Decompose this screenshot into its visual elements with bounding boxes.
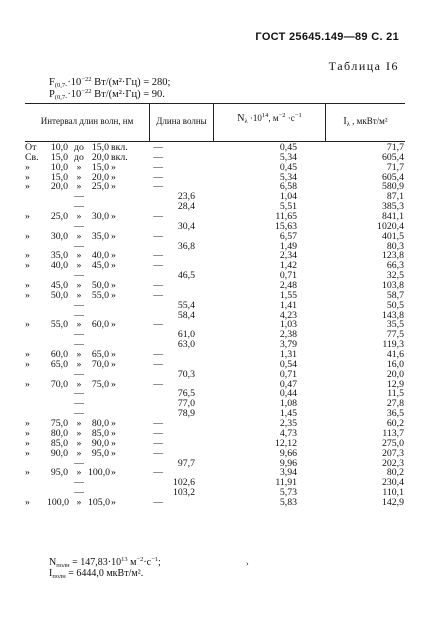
wavelength-cell: 103,2 (172, 487, 195, 499)
to-cell: 20,0 (91, 151, 109, 163)
from-cell: 70,0 (50, 378, 68, 390)
photon-flux-cell: 0,71 (279, 368, 297, 380)
prefix-cell: » (25, 319, 30, 331)
prefix-cell: » (25, 378, 30, 390)
wavelength-cell: 97,7 (177, 457, 195, 469)
from-cell: 15,0 (50, 171, 68, 183)
to-cell: 80,0 (91, 418, 109, 430)
dash-cell: — (74, 299, 84, 311)
intensity-cell: 87,1 (386, 191, 404, 203)
suffix-cell: » (111, 280, 116, 292)
conj-cell: » (76, 230, 82, 242)
prefix-cell: Св. (25, 151, 39, 163)
photon-flux-cell: 1,49 (279, 240, 297, 252)
flux-line-2: $P_{(0,7-}\cdot 10^{-22}$ Вт/(м²·Гц) = 90. (49, 88, 165, 101)
to-cell: 25,0 (91, 181, 109, 193)
table-row (0, 330, 422, 340)
photon-flux-cell: 1,55 (279, 289, 297, 301)
conj-cell: » (76, 358, 82, 370)
column-header-intensity: $I_\lambda$ , мкВт/м² (343, 116, 388, 128)
intensity-cell: 71,7 (386, 161, 404, 173)
intensity-cell: 32,5 (386, 270, 404, 282)
conj-cell: » (76, 349, 82, 361)
photon-flux-cell: 1,42 (279, 260, 297, 272)
intensity-cell: 1020,4 (377, 220, 404, 232)
wavelength-cell: — (153, 161, 163, 173)
suffix-cell: » (111, 161, 116, 173)
photon-flux-cell: 9,66 (279, 447, 297, 459)
to-cell: 50,0 (91, 280, 109, 292)
dash-cell: — (74, 408, 84, 420)
conj-cell: » (76, 427, 82, 439)
photon-flux-cell: 1,04 (279, 191, 297, 203)
wavelength-cell: — (153, 447, 163, 459)
intensity-cell: 12,9 (386, 378, 404, 390)
wavelength-cell: — (153, 467, 163, 479)
dash-cell: — (74, 191, 84, 203)
wavelength-cell: 76,5 (177, 388, 195, 400)
wavelength-cell: — (153, 496, 163, 508)
to-cell: 65,0 (91, 349, 109, 361)
photon-flux-cell: 0,45 (279, 142, 297, 153)
photon-flux-cell: 1,08 (279, 398, 297, 410)
dash-cell: — (74, 220, 84, 232)
prefix-cell: » (25, 289, 30, 301)
wavelength-cell: 28,4 (177, 201, 195, 213)
intensity-cell: 27,8 (386, 398, 404, 410)
table-row (0, 399, 422, 409)
prefix-cell: » (25, 447, 30, 459)
conj-cell: » (76, 260, 82, 272)
intensity-cell: 11,5 (387, 388, 404, 400)
dash-cell: — (74, 457, 84, 469)
document-header: ГОСТ 25645.149—89 С. 21 (255, 31, 399, 43)
photon-flux-cell: 9,96 (279, 457, 297, 469)
wavelength-cell: — (153, 437, 163, 449)
prefix-cell: » (25, 260, 30, 272)
wavelength-cell: 61,0 (177, 329, 195, 341)
wavelength-cell: 102,6 (172, 477, 195, 489)
intensity-cell: 207,3 (381, 447, 404, 459)
photon-flux-cell: 6,57 (279, 230, 297, 242)
intensity-cell: 123,8 (381, 250, 404, 262)
from-cell: 65,0 (50, 358, 68, 370)
from-cell: 25,0 (50, 211, 68, 223)
conj-cell: » (76, 437, 82, 449)
suffix-cell: » (111, 260, 116, 272)
to-cell: 35,0 (91, 230, 109, 242)
table-row (0, 182, 422, 192)
table-row (0, 301, 422, 311)
wavelength-cell: — (153, 250, 163, 262)
wavelength-cell: 23,6 (177, 191, 195, 203)
photon-flux-cell: 6,58 (279, 181, 297, 193)
from-cell: 45,0 (50, 280, 68, 292)
intensity-cell: 401,5 (381, 230, 404, 242)
suffix-cell: » (111, 211, 116, 223)
suffix-cell: » (111, 181, 116, 193)
intensity-cell: 202,3 (381, 457, 404, 469)
dash-cell: — (74, 398, 84, 410)
to-cell: 75,0 (91, 378, 109, 390)
photon-flux-cell: 0,71 (279, 270, 297, 282)
prefix-cell: » (25, 467, 30, 479)
photon-flux-cell: 5,34 (279, 171, 297, 183)
flux-line-1: $F_{(0,7-}\cdot 10^{-22}$ Вт/(м²·Гц) = 280; (49, 76, 171, 89)
from-cell: 100,0 (47, 496, 70, 508)
conj-cell: » (76, 181, 82, 193)
to-cell: 45,0 (91, 260, 109, 272)
conj-cell: » (76, 280, 82, 292)
column-header-wavelength: Длина волны (156, 116, 207, 126)
intensity-cell: 605,4 (381, 151, 404, 163)
dash-cell: — (74, 270, 84, 282)
table-row (0, 478, 422, 488)
table-row (0, 498, 422, 508)
photon-flux-cell: 2,35 (279, 418, 297, 430)
photon-flux-cell: 15,63 (274, 220, 297, 232)
dash-cell: — (74, 388, 84, 400)
conj-cell: » (76, 289, 82, 301)
photon-flux-cell: 0,44 (279, 388, 297, 400)
conj-cell: » (76, 161, 82, 173)
to-cell: 55,0 (91, 289, 109, 301)
from-cell: 10,0 (50, 142, 68, 153)
wavelength-cell: — (153, 181, 163, 193)
intensity-cell: 41,6 (386, 349, 404, 361)
photon-flux-cell: 5,34 (279, 151, 297, 163)
conj-cell: » (76, 496, 82, 508)
to-cell: 60,0 (91, 319, 109, 331)
prefix-cell: » (25, 230, 30, 242)
dash-cell: — (74, 477, 84, 489)
to-cell: 70,0 (91, 358, 109, 370)
suffix-cell: » (111, 230, 116, 242)
table-row (0, 468, 422, 478)
from-cell: 30,0 (50, 230, 68, 242)
table-row (0, 232, 422, 242)
from-cell: 85,0 (50, 437, 68, 449)
from-cell: 90,0 (50, 447, 68, 459)
intensity-cell: 50,5 (386, 299, 404, 311)
photon-flux-cell: 2,48 (279, 280, 297, 292)
dash-cell: — (74, 201, 84, 213)
suffix-cell: вкл. (111, 151, 128, 163)
conj-cell: до (74, 142, 84, 153)
suffix-cell: » (111, 418, 116, 430)
to-cell: 15,0 (91, 161, 109, 173)
total-intensity: $I_{полн} = 6444,0$ мкВт/м². (49, 568, 144, 580)
photon-flux-cell: 4,73 (279, 427, 297, 439)
table-row (0, 320, 422, 330)
intensity-cell: 143,8 (381, 309, 404, 321)
wavelength-cell: — (153, 142, 163, 153)
photon-flux-cell: 5,73 (279, 487, 297, 499)
wavelength-cell: 46,5 (177, 270, 195, 282)
suffix-cell: » (111, 447, 116, 459)
intensity-cell: 20,0 (386, 368, 404, 380)
total-photon-flux: $N_{полн} = 147,83\cdot 10^{13}$ $м^{-2}\cdot с^{-1}$; (49, 556, 161, 569)
intensity-cell: 58,7 (386, 289, 404, 301)
to-cell: 40,0 (91, 250, 109, 262)
prefix-cell: » (25, 250, 30, 262)
from-cell: 80,0 (50, 427, 68, 439)
from-cell: 15,0 (50, 151, 68, 163)
wavelength-cell: 70,3 (177, 368, 195, 380)
table-row (0, 389, 422, 399)
suffix-cell: вкл. (111, 142, 128, 153)
wavelength-cell: — (153, 378, 163, 390)
prefix-cell: » (25, 171, 30, 183)
photon-flux-cell: 11,65 (275, 211, 297, 223)
wavelength-cell: — (153, 230, 163, 242)
suffix-cell: » (111, 319, 116, 331)
suffix-cell: » (111, 250, 116, 262)
wavelength-cell: — (153, 280, 163, 292)
prefix-cell: » (25, 181, 30, 193)
suffix-cell: » (111, 467, 116, 479)
intensity-cell: 230,4 (381, 477, 404, 489)
wavelength-cell: — (153, 211, 163, 223)
wavelength-cell: — (153, 418, 163, 430)
wavelength-cell: — (153, 289, 163, 301)
wavelength-cell: 30,4 (177, 220, 195, 232)
prefix-cell: » (25, 161, 30, 173)
conj-cell: » (76, 171, 82, 183)
photon-flux-cell: 11,91 (275, 477, 297, 489)
from-cell: 55,0 (50, 319, 68, 331)
photon-flux-cell: 0,47 (279, 378, 297, 390)
from-cell: 75,0 (50, 418, 68, 430)
table-row (0, 261, 422, 271)
photon-flux-cell: 12,12 (274, 437, 297, 449)
stray-mark: › (246, 559, 249, 568)
wavelength-cell: 36,8 (177, 240, 195, 252)
prefix-cell: » (25, 280, 30, 292)
table-row (0, 360, 422, 370)
suffix-cell: » (111, 358, 116, 370)
conj-cell: до (74, 151, 84, 163)
suffix-cell: » (111, 349, 116, 361)
from-cell: 40,0 (50, 260, 68, 272)
wavelength-cell: — (153, 319, 163, 331)
wavelength-cell: — (153, 171, 163, 183)
conj-cell: » (76, 418, 82, 430)
dash-cell: — (74, 240, 84, 252)
dash-cell: — (74, 368, 84, 380)
prefix-cell: » (25, 211, 30, 223)
wavelength-cell: — (153, 260, 163, 272)
photon-flux-cell: 1,45 (279, 408, 297, 420)
conj-cell: » (76, 447, 82, 459)
intensity-cell: 60,2 (386, 418, 404, 430)
prefix-cell: » (25, 349, 30, 361)
dash-cell: — (74, 329, 84, 341)
intensity-cell: 841,1 (381, 211, 404, 223)
dash-cell: — (74, 487, 84, 499)
photon-flux-cell: 3,79 (279, 339, 297, 351)
photon-flux-cell: 0,54 (279, 358, 297, 370)
intensity-cell: 605,4 (381, 171, 404, 183)
from-cell: 20,0 (50, 181, 68, 193)
photon-flux-cell: 1,31 (279, 349, 297, 361)
conj-cell: » (76, 467, 82, 479)
prefix-cell: От (25, 142, 37, 153)
prefix-cell: » (25, 437, 30, 449)
prefix-cell: » (25, 496, 30, 508)
intensity-cell: 142,9 (381, 496, 404, 508)
intensity-cell: 80,3 (386, 240, 404, 252)
to-cell: 105,0 (88, 496, 111, 508)
table-top-rule (25, 103, 405, 104)
photon-flux-cell: 1,41 (279, 299, 297, 311)
to-cell: 15,0 (91, 142, 109, 153)
prefix-cell: » (25, 427, 30, 439)
wavelength-cell: 78,9 (177, 408, 195, 420)
suffix-cell: » (111, 378, 116, 390)
to-cell: 95,0 (91, 447, 109, 459)
from-cell: 60,0 (50, 349, 68, 361)
wavelength-cell: — (153, 427, 163, 439)
intensity-cell: 71,7 (386, 142, 404, 153)
suffix-cell: » (111, 437, 116, 449)
table-row (0, 291, 422, 301)
intensity-cell: 385,3 (381, 201, 404, 213)
photon-flux-cell: 5,51 (279, 201, 297, 213)
intensity-cell: 110,1 (382, 487, 404, 499)
dash-cell: — (74, 309, 84, 321)
photon-flux-cell: 1,03 (279, 319, 297, 331)
photon-flux-cell: 2,38 (279, 329, 297, 341)
wavelength-cell: — (153, 151, 163, 163)
photon-flux-cell: 0,45 (279, 161, 297, 173)
table-title: Таблица I6 (328, 59, 399, 73)
intensity-cell: 103,8 (381, 280, 404, 292)
intensity-cell: 77,5 (386, 329, 404, 341)
to-cell: 20,0 (91, 171, 109, 183)
wavelength-cell: 58,4 (177, 309, 195, 321)
intensity-cell: 119,3 (382, 339, 404, 351)
from-cell: 95,0 (50, 467, 68, 479)
from-cell: 35,0 (50, 250, 68, 262)
intensity-cell: 66,3 (386, 260, 404, 272)
suffix-cell: » (111, 171, 116, 183)
intensity-cell: 35,5 (386, 319, 404, 331)
to-cell: 90,0 (91, 437, 109, 449)
photon-flux-cell: 3,94 (279, 467, 297, 479)
wavelength-cell: 63,0 (177, 339, 195, 351)
from-cell: 50,0 (50, 289, 68, 301)
dash-cell: — (74, 339, 84, 351)
conj-cell: » (76, 211, 82, 223)
prefix-cell: » (25, 418, 30, 430)
intensity-cell: 80,2 (386, 467, 404, 479)
suffix-cell: » (111, 289, 116, 301)
to-cell: 85,0 (91, 427, 109, 439)
photon-flux-cell: 5,83 (279, 496, 297, 508)
suffix-cell: » (111, 496, 116, 508)
wavelength-cell: — (153, 358, 163, 370)
suffix-cell: » (111, 427, 116, 439)
to-cell: 30,0 (91, 211, 109, 223)
intensity-cell: 36,5 (386, 408, 404, 420)
conj-cell: » (76, 250, 82, 262)
prefix-cell: » (25, 358, 30, 370)
from-cell: 10,0 (50, 161, 68, 173)
table-row (0, 449, 422, 459)
table-row (0, 212, 422, 222)
intensity-cell: 113,7 (382, 427, 404, 439)
conj-cell: » (76, 378, 82, 390)
photon-flux-cell: 2,34 (279, 250, 297, 262)
conj-cell: » (76, 319, 82, 331)
column-header-photon-flux: $N_\lambda \cdot 10^{14}$, $м^{-2} \cdot с^{-1}$ (237, 112, 302, 125)
intensity-cell: 580,9 (381, 181, 404, 193)
table-row (0, 192, 422, 202)
table-body (0, 143, 422, 508)
intensity-cell: 275,0 (381, 437, 404, 449)
intensity-cell: 16,0 (386, 358, 404, 370)
table-row (0, 380, 422, 390)
wavelength-cell: — (153, 349, 163, 361)
column-header-interval: Интервал длин волн, нм (40, 116, 134, 126)
wavelength-cell: 77,0 (177, 398, 195, 410)
wavelength-cell: 55,4 (177, 299, 195, 311)
to-cell: 100,0 (88, 467, 111, 479)
photon-flux-cell: 4,23 (279, 309, 297, 321)
